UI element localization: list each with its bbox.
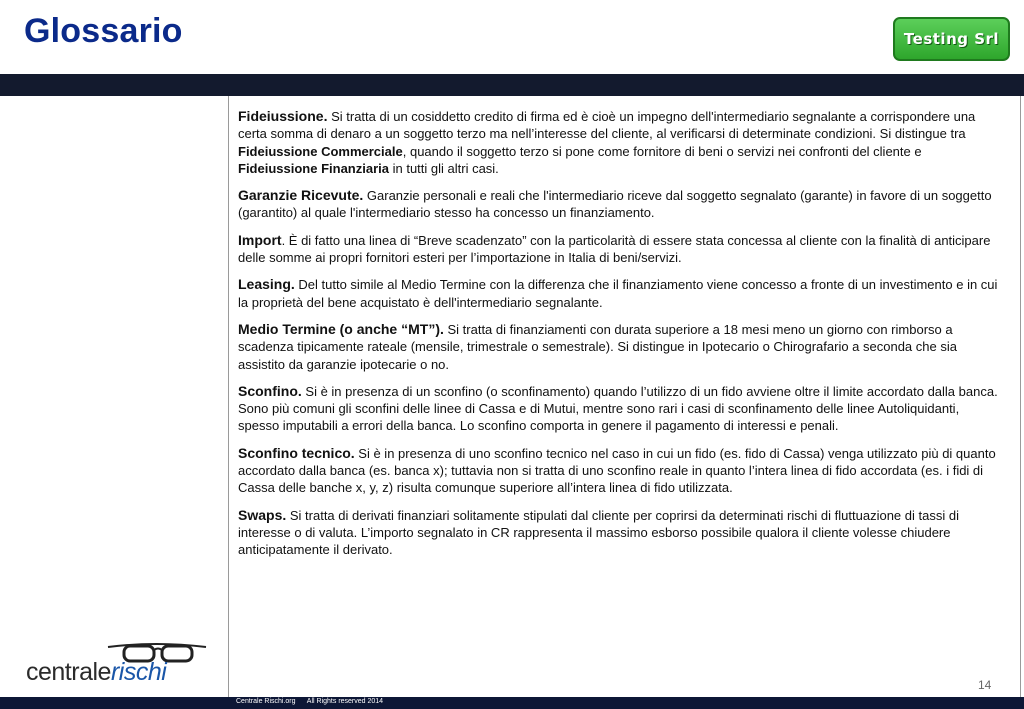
glossary-entry-leasing bbox=[238, 276, 1002, 311]
glossary-term: Swaps. bbox=[238, 506, 287, 523]
glossary-entry-swaps bbox=[238, 507, 1002, 559]
glossary-definition: Del tutto simile al Medio Termine con la differenza che il finanziamento viene concesso a fronte di un investimento e in cui la proprietà del bene acquistato è dell'intermediario segnalante. bbox=[238, 277, 998, 310]
glossary-highlight: Fideiussione Finanziaria bbox=[238, 160, 389, 176]
centralerischi-logo bbox=[26, 642, 206, 684]
sidebar-divider bbox=[228, 96, 229, 697]
glossary-content bbox=[238, 108, 1002, 569]
footer-text: Centrale Rischi.org All Rights reserved 2014 bbox=[236, 698, 384, 705]
glossary-entry-garanzie bbox=[238, 187, 1002, 222]
glossary-entry-medio-termine bbox=[238, 321, 1002, 373]
glossary-term: Sconfino tecnico. bbox=[238, 444, 355, 461]
glossary-term: Garanzie Ricevute. bbox=[238, 187, 364, 204]
glossary-entry-sconfino-tecnico bbox=[238, 445, 1002, 497]
testing-srl-logo bbox=[893, 17, 1010, 61]
centralerischi-logo-text bbox=[26, 658, 166, 687]
glossary-definition: in tutti gli altri casi. bbox=[388, 160, 499, 176]
glossary-definition: . È di fatto una linea di “Breve scadenzato” con la particolarità di essere stata concessa al cliente con la finalità di anticipare delle somme ai propri fornitori esteri per l’importazione in Italia di beni/servizi. bbox=[238, 232, 991, 266]
right-border bbox=[1020, 96, 1021, 697]
glossary-term: Fideiussione. bbox=[238, 108, 328, 124]
glossary-definition: , quando il soggetto terzo si pone come fornitore di beni o servizi nei confronti del cliente e bbox=[402, 143, 922, 159]
glossary-entry-import bbox=[238, 232, 1002, 267]
logo-part-rischi: rischi bbox=[110, 658, 167, 686]
glossary-entry-sconfino bbox=[238, 383, 1002, 435]
glossary-definition: Si è in presenza di uno sconfino tecnico nel caso in cui un fido (es. fido di Cassa) venga utilizzato più di quanto accordato dalla banca (es. banca x); tuttavia non si tratta di uno sconfino reale in quanto l’intera linea di fido accordata (es. i fidi di Cassa delle banche x, y, z) risulta comunque superiore all’intera linea di fido utilizzata. bbox=[238, 445, 996, 496]
glossary-term: Import bbox=[238, 231, 282, 248]
page-title: Glossario bbox=[24, 12, 183, 50]
page-number: 14 bbox=[978, 678, 992, 692]
testing-srl-logo-text: Testing Srl bbox=[903, 30, 1000, 48]
glossary-term: Medio Termine (o anche “MT”). bbox=[238, 320, 444, 337]
glossary-highlight: Fideiussione Commerciale bbox=[238, 143, 403, 159]
header-bar bbox=[0, 74, 1024, 96]
glossary-definition: Si tratta di un cosiddetto credito di firma ed è cioè un impegno dell'intermediario segnalante a corrispondere una certa somma di denaro a un soggetto terzo ma nell’interesse del cliente, al verificarsi di determinate condizioni. Si distingue tra bbox=[238, 109, 976, 142]
glossary-definition: Garanzie personali e reali che l'intermediario riceve dal soggetto segnalato (garante) in favore di un soggetto (garantito) al quale l'intermediario stesso ha concesso un finanziamento. bbox=[238, 188, 992, 221]
glossary-definition: Si tratta di derivati finanziari solitamente stipulati dal cliente per coprirsi da determinati rischi di fluttuazione di tassi di interesse o di valuta. L’importo segnalato in CR rappresenta il massimo esborso possibile qualora il cliente volesse chiudere anticipatamente il derivato. bbox=[238, 507, 959, 558]
glossary-definition: Si tratta di finanziamenti con durata superiore a 18 mesi meno un giorno con rimborso a scadenza tipicamente rateale (mensile, trimestrale o semestrale). Si distingue in Ipotecario o Chirografario a seconda che sia assistito da garanzie ipotecarie o no. bbox=[238, 321, 957, 372]
glossary-term: Leasing. bbox=[238, 276, 295, 293]
glossary-definition: Si è in presenza di un sconfino (o sconfinamento) quando l’utilizzo di un fido avviene oltre il limite accordato dalla banca. Sono più comuni gli sconfini delle linee di Cassa e di Mutui, mentre sono rari i casi di sconfinamento delle linee Autoliquidanti, spesso imputabili a errori della banca. Lo sconfino comporta in genere il pagamento di interessi e penali. bbox=[238, 383, 998, 434]
glossary-entry-fideiussione bbox=[238, 108, 1002, 177]
logo-part-centrale: centrale bbox=[26, 658, 111, 686]
footer-bar bbox=[0, 697, 1024, 709]
glossary-term: Sconfino. bbox=[238, 382, 302, 399]
